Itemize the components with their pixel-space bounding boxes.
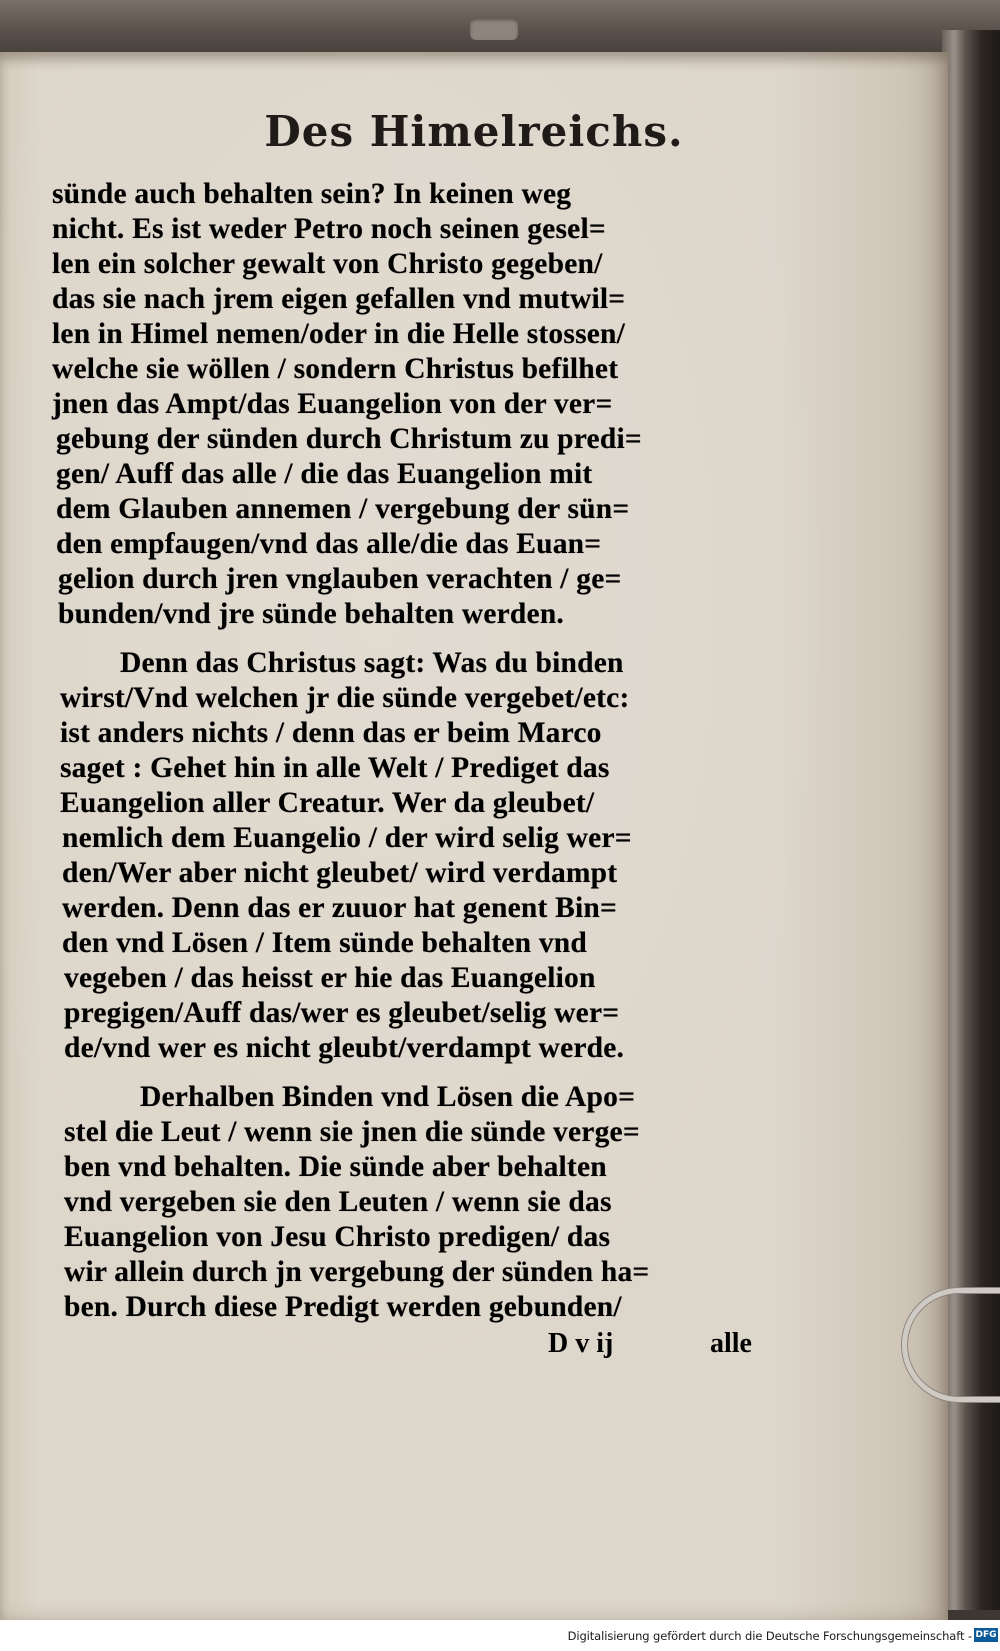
text-line: Derhalben Binden vnd Lösen die Apo= <box>140 1081 636 1113</box>
text-line: vegeben / das heisst er hie das Euangelion <box>64 962 596 994</box>
catchword: alle <box>710 1328 752 1359</box>
book-page <box>0 52 948 1620</box>
text-line: gelion durch jren vnglauben verachten / ge= <box>58 563 622 595</box>
text-line: len in Himel nemen/oder in die Helle stossen/ <box>52 318 626 350</box>
text-line: dem Glauben annemen / vergebung der sün= <box>56 493 630 525</box>
text-line: gen/ Auff das alle / die das Euangelion mit <box>56 458 593 490</box>
funding-credit: Digitalisierung gefördert durch die Deutsche Forschungsgemeinschaft - <box>567 1629 972 1643</box>
text-line: bunden/vnd jre sünde behalten werden. <box>58 598 565 630</box>
text-line: sünde auch behalten sein? In keinen weg <box>52 178 572 210</box>
running-head: Des Himelreichs. <box>264 107 684 156</box>
dfg-logo: DFG <box>975 1630 997 1640</box>
text-line: den vnd Lösen / Item sünde behalten vnd <box>62 927 588 959</box>
text-line: Denn das Christus sagt: Was du binden <box>120 647 624 679</box>
text-line: vnd vergeben sie den Leuten / wenn sie das <box>64 1186 612 1218</box>
text-line: gebung der sünden durch Christum zu predi= <box>56 423 642 455</box>
text-line: werden. Denn das er zuuor hat genent Bin= <box>62 892 617 924</box>
text-line: jnen das Ampt/das Euangelion von der ver= <box>52 388 613 420</box>
text-line: ist anders nichts / denn das er beim Marco <box>60 717 602 749</box>
text-line: den/Wer aber nicht gleubet/ wird verdampt <box>62 857 618 889</box>
text-line: nemlich dem Euangelio / der wird selig wer= <box>62 822 632 854</box>
text-line: wirst/Vnd welchen jr die sünde vergebet/etc: <box>60 682 630 714</box>
text-line: Euangelion von Jesu Christo predigen/ das <box>64 1221 611 1253</box>
signature-mark: D v ij <box>548 1328 614 1359</box>
text-line: nicht. Es ist weder Petro noch seinen gesel= <box>52 213 606 245</box>
text-line: das sie nach jrem eigen gefallen vnd mutwil= <box>52 283 626 315</box>
text-line: den empfaugen/vnd das alle/die das Euan= <box>56 528 602 560</box>
text-line: stel die Leut / wenn sie jnen die sünde verge= <box>64 1116 640 1148</box>
text-line: saget : Gehet hin in alle Welt / Prediget das <box>60 752 610 784</box>
top-clip <box>470 18 518 40</box>
text-line: ben. Durch diese Predigt werden gebunden/ <box>64 1291 622 1323</box>
text-line: welche sie wöllen / sondern Christus befilhet <box>52 353 619 385</box>
text-line: wir allein durch jn vergebung der sünden ha= <box>64 1256 650 1288</box>
text-line: ben vnd behalten. Die sünde aber behalten <box>64 1151 607 1183</box>
text-line: Euangelion aller Creatur. Wer da gleubet/ <box>60 787 595 819</box>
text-line: de/vnd wer es nicht gleubt/verdampt werde. <box>64 1032 625 1064</box>
text-line: len ein solcher gewalt von Christo gegeben/ <box>52 248 603 280</box>
text-line: pregigen/Auff das/wer es gleubet/selig wer= <box>64 997 620 1029</box>
